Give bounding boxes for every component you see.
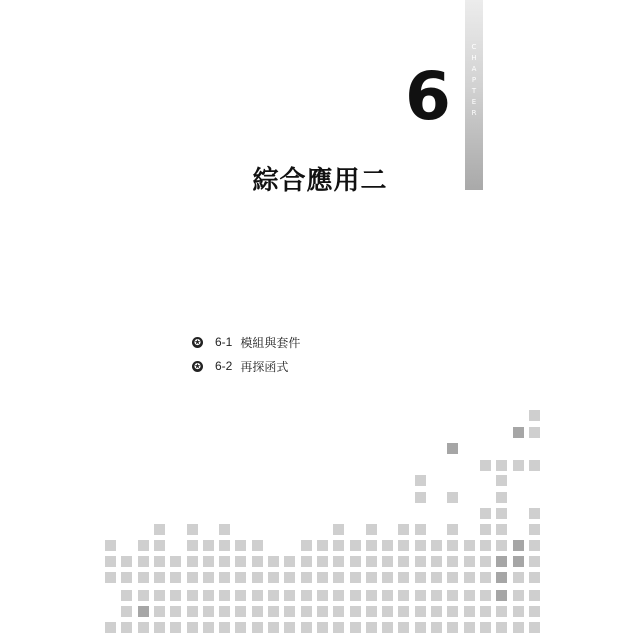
mosaic-square (529, 508, 540, 519)
mosaic-square (154, 524, 165, 535)
mosaic-square (464, 572, 475, 583)
mosaic-square (219, 590, 230, 601)
mosaic-square (105, 540, 116, 551)
mosaic-square (513, 572, 524, 583)
mosaic-square (382, 540, 393, 551)
mosaic-square (480, 540, 491, 551)
mosaic-square (447, 524, 458, 535)
mosaic-square (415, 475, 426, 486)
mosaic-square (513, 622, 524, 633)
mosaic-square (415, 606, 426, 617)
mosaic-square (496, 475, 507, 486)
mosaic-square (480, 606, 491, 617)
mosaic-square (366, 606, 377, 617)
mosaic-square (121, 572, 132, 583)
toc-item-number: 6-1 (215, 335, 233, 349)
mosaic-square (431, 606, 442, 617)
mosaic-square (333, 556, 344, 567)
mosaic-square (529, 540, 540, 551)
mosaic-square (219, 572, 230, 583)
mosaic-square (513, 606, 524, 617)
mosaic-square (268, 606, 279, 617)
mosaic-square (105, 572, 116, 583)
mosaic-square (350, 572, 361, 583)
mosaic-square (496, 524, 507, 535)
mosaic-square (301, 572, 312, 583)
mosaic-square (415, 572, 426, 583)
mosaic-square (219, 540, 230, 551)
chapter-number: 6 (405, 58, 451, 135)
mosaic-square (398, 606, 409, 617)
mosaic-square (513, 556, 524, 567)
mosaic-square (284, 590, 295, 601)
mosaic-square (415, 590, 426, 601)
toc-item-title: 模組與套件 (240, 335, 301, 350)
mosaic-square (431, 572, 442, 583)
mosaic-square (138, 540, 149, 551)
mosaic-square (284, 606, 295, 617)
mosaic-square (529, 622, 540, 633)
mosaic-square (235, 606, 246, 617)
mosaic-square (513, 427, 524, 438)
toc-item (192, 330, 300, 354)
mosaic-square (431, 540, 442, 551)
mosaic-square (464, 622, 475, 633)
mosaic-square (529, 572, 540, 583)
mosaic-square (447, 590, 458, 601)
mosaic-square (301, 622, 312, 633)
mosaic-square (398, 540, 409, 551)
star-bullet-icon: ✪ (192, 337, 203, 348)
mosaic-square (203, 540, 214, 551)
mosaic-square (187, 590, 198, 601)
mosaic-square (252, 590, 263, 601)
mosaic-square (317, 540, 328, 551)
mosaic-square (415, 492, 426, 503)
mosaic-square (187, 606, 198, 617)
mosaic-square (154, 622, 165, 633)
mosaic-square (496, 540, 507, 551)
mosaic-square (496, 508, 507, 519)
mosaic-square (529, 410, 540, 421)
mosaic-square (480, 622, 491, 633)
mosaic-square (382, 556, 393, 567)
mosaic-square (398, 622, 409, 633)
mosaic-square (480, 524, 491, 535)
chapter-letter: R (471, 109, 477, 117)
mosaic-square (496, 606, 507, 617)
mosaic-square (203, 606, 214, 617)
mosaic-square (252, 572, 263, 583)
mosaic-square (121, 556, 132, 567)
mosaic-square (513, 590, 524, 601)
chapter-letter: E (471, 98, 477, 106)
mosaic-square (138, 606, 149, 617)
mosaic-square (219, 622, 230, 633)
mosaic-square (480, 572, 491, 583)
mosaic-square (464, 606, 475, 617)
mosaic-square (187, 556, 198, 567)
mosaic-square (382, 572, 393, 583)
mosaic-square (219, 556, 230, 567)
mosaic-square (350, 590, 361, 601)
mosaic-square (480, 508, 491, 519)
chapter-letter: T (471, 87, 477, 95)
mosaic-square (138, 622, 149, 633)
mosaic-square (235, 590, 246, 601)
mosaic-square (170, 606, 181, 617)
mosaic-square (301, 590, 312, 601)
mosaic-square (366, 540, 377, 551)
mosaic-square (121, 590, 132, 601)
chapter-letter: P (471, 76, 477, 84)
mosaic-square (513, 540, 524, 551)
chapter-letter: A (471, 65, 477, 73)
mosaic-square (235, 622, 246, 633)
mosaic-square (464, 590, 475, 601)
mosaic-square (529, 590, 540, 601)
mosaic-square (496, 492, 507, 503)
mosaic-square (431, 590, 442, 601)
mosaic-square (203, 590, 214, 601)
mosaic-square (154, 540, 165, 551)
star-bullet-icon: ✪ (192, 361, 203, 372)
mosaic-square (529, 524, 540, 535)
mosaic-square (366, 556, 377, 567)
mosaic-square (268, 590, 279, 601)
mosaic-square (415, 556, 426, 567)
chapter-sidebar-bar (465, 0, 483, 190)
mosaic-square (252, 622, 263, 633)
mosaic-square (382, 622, 393, 633)
mosaic-square (447, 606, 458, 617)
mosaic-square (154, 606, 165, 617)
mosaic-square (366, 622, 377, 633)
table-of-contents (192, 330, 300, 378)
mosaic-square (187, 622, 198, 633)
mosaic-square (187, 572, 198, 583)
chapter-title: 綜合應用二 (252, 166, 388, 196)
mosaic-square (447, 443, 458, 454)
mosaic-square (203, 556, 214, 567)
mosaic-square (464, 540, 475, 551)
mosaic-square (105, 556, 116, 567)
mosaic-square (154, 572, 165, 583)
mosaic-square (284, 556, 295, 567)
mosaic-square (496, 590, 507, 601)
chapter-label (465, 42, 483, 119)
mosaic-square (170, 572, 181, 583)
mosaic-square (170, 590, 181, 601)
mosaic-square (529, 427, 540, 438)
mosaic-square (529, 556, 540, 567)
mosaic-square (317, 606, 328, 617)
mosaic-square (447, 540, 458, 551)
mosaic-square (447, 572, 458, 583)
mosaic-square (480, 590, 491, 601)
mosaic-square (496, 622, 507, 633)
mosaic-square (301, 606, 312, 617)
mosaic-square (252, 606, 263, 617)
toc-item (192, 354, 300, 378)
mosaic-square (333, 572, 344, 583)
mosaic-square (154, 556, 165, 567)
mosaic-square (252, 556, 263, 567)
mosaic-square (121, 622, 132, 633)
mosaic-square (235, 572, 246, 583)
mosaic-square (105, 622, 116, 633)
mosaic-square (317, 556, 328, 567)
mosaic-square (333, 622, 344, 633)
mosaic-square (431, 556, 442, 567)
mosaic-square (415, 524, 426, 535)
mosaic-square (121, 606, 132, 617)
mosaic-square (203, 572, 214, 583)
mosaic-square (464, 556, 475, 567)
mosaic-square (187, 524, 198, 535)
mosaic-square (350, 606, 361, 617)
mosaic-square (366, 524, 377, 535)
mosaic-square (366, 572, 377, 583)
mosaic-square (350, 556, 361, 567)
mosaic-square (284, 572, 295, 583)
mosaic-square (317, 590, 328, 601)
mosaic-square (398, 524, 409, 535)
mosaic-square (219, 524, 230, 535)
mosaic-square (268, 622, 279, 633)
mosaic-square (252, 540, 263, 551)
mosaic-square (235, 540, 246, 551)
mosaic-square (268, 556, 279, 567)
mosaic-square (447, 492, 458, 503)
mosaic-square (138, 556, 149, 567)
toc-item-number: 6-2 (215, 359, 233, 373)
mosaic-square (350, 622, 361, 633)
mosaic-square (170, 556, 181, 567)
mosaic-square (235, 556, 246, 567)
mosaic-square (382, 590, 393, 601)
mosaic-square (398, 590, 409, 601)
mosaic-square (170, 622, 181, 633)
mosaic-square (496, 460, 507, 471)
mosaic-square (333, 590, 344, 601)
mosaic-square (366, 590, 377, 601)
mosaic-square (447, 556, 458, 567)
mosaic-square (513, 460, 524, 471)
mosaic-square (154, 590, 165, 601)
mosaic-square (268, 572, 279, 583)
mosaic-square (219, 606, 230, 617)
mosaic-square (415, 622, 426, 633)
mosaic-square (496, 556, 507, 567)
chapter-letter: H (471, 54, 477, 62)
mosaic-square (447, 622, 458, 633)
mosaic-square (317, 622, 328, 633)
mosaic-square (480, 460, 491, 471)
mosaic-square (138, 590, 149, 601)
mosaic-square (284, 622, 295, 633)
mosaic-square (317, 572, 328, 583)
mosaic-square (431, 622, 442, 633)
mosaic-square (333, 540, 344, 551)
mosaic-square (398, 572, 409, 583)
mosaic-square (138, 572, 149, 583)
mosaic-square (301, 540, 312, 551)
mosaic-square (529, 606, 540, 617)
mosaic-square (187, 540, 198, 551)
mosaic-square (350, 540, 361, 551)
toc-item-title: 再探函式 (240, 359, 289, 374)
mosaic-square (333, 606, 344, 617)
mosaic-square (415, 540, 426, 551)
chapter-letter: C (471, 43, 477, 51)
mosaic-square (301, 556, 312, 567)
mosaic-square (398, 556, 409, 567)
mosaic-square (203, 622, 214, 633)
mosaic-square (480, 556, 491, 567)
mosaic-square (333, 524, 344, 535)
mosaic-square (496, 572, 507, 583)
mosaic-square (382, 606, 393, 617)
mosaic-square (529, 460, 540, 471)
